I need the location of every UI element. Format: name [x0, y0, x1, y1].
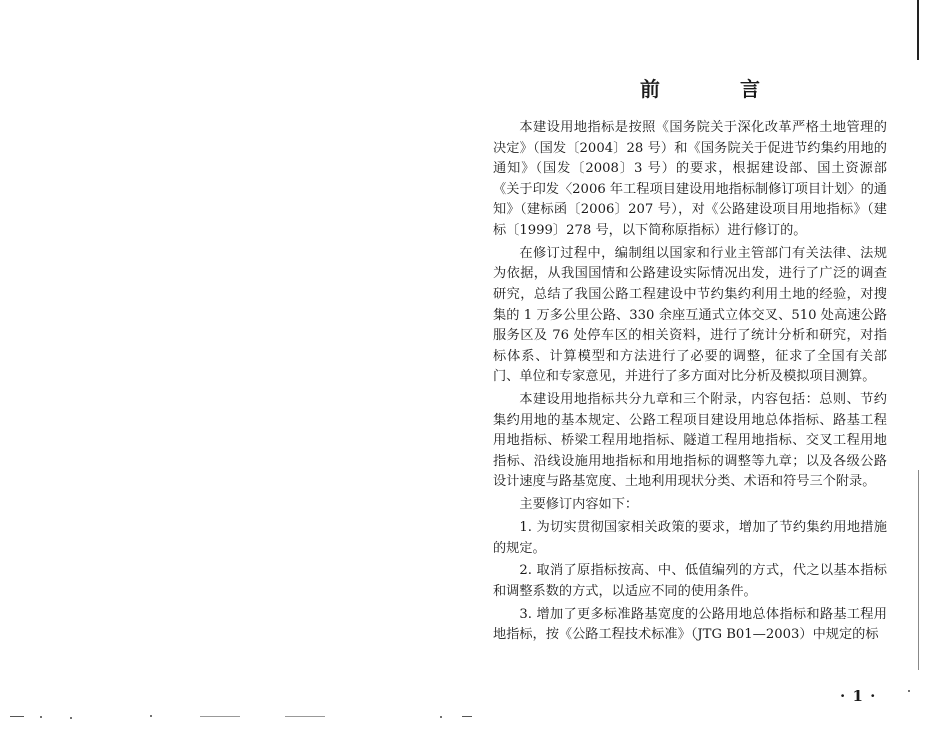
- page-title: [640, 73, 760, 102]
- title-char-2: 言: [740, 77, 760, 101]
- scan-artifact: [40, 716, 42, 718]
- scan-artifact: [285, 716, 325, 717]
- scan-artifact: [440, 716, 442, 718]
- paragraph-2: 在修订过程中，编制组以国家和行业主管部门有关法律、法规为依据，从我国国情和公路建设实际情况出发，进行了广泛的调查研究，总结了我国公路工程建设中节约集约利用土地的经验，对搜集的 1 万多公里公路、330 余座互通式立体交叉、510 处高速公路服务区及 76 处停车区的相关资料，进行了统计分析和研究，对指标体系、计算模型和方法进行了必要的调整，征求了全国有关部门、单位和专家意见，并进行了多方面对比分析及模拟项目测算。: [493, 245, 887, 385]
- paragraph-4: 主要修订内容如下：: [519, 497, 639, 513]
- title-char-1: 前: [640, 77, 660, 101]
- scan-artifact: [200, 716, 240, 717]
- paragraph-6: 2. 取消了原指标按高、中、低值编列的方式，代之以基本指标和调整系数的方式，以适应不同的使用条件。: [493, 563, 887, 599]
- scan-edge-line: [917, 0, 919, 60]
- paragraph-7: 3. 增加了更多标准路基宽度的公路用地总体指标和路基工程用地指标，按《公路工程技术标准》（JTG B01—2003）中规定的标: [493, 606, 887, 643]
- paragraph-5: 1. 为切实贯彻国家相关政策的要求，增加了节约集约用地措施的规定。: [493, 520, 887, 556]
- body-text: [493, 118, 887, 648]
- scan-artifact: [70, 717, 72, 719]
- scan-edge-line-lower: [918, 470, 919, 670]
- scan-artifact: [462, 716, 472, 717]
- paragraph-1: 本建设用地指标是按照《国务院关于深化改革严格土地管理的决定》（国发〔2004〕28 号）和《国务院关于促进节约集约用地的通知》（国发〔2008〕3 号）的要求，根据建设部、国土资源部《关于印发〈2006 年工程项目建设用地指标制修订项目计划〉的通知》（建标函〔2006〕207 号），对《公路建设项目用地指标》（建标〔1999〕278 号，以下简称原指标）进行修订的。: [493, 120, 887, 238]
- page-number: · 1 ·: [840, 687, 877, 705]
- scan-artifact: [150, 715, 152, 717]
- scan-artifact: [10, 716, 24, 717]
- scan-artifact: [908, 690, 910, 692]
- paragraph-3: 本建设用地指标共分九章和三个附录，内容包括：总则、节约集约用地的基本规定、公路工程项目建设用地总体指标、路基工程用地指标、桥梁工程用地指标、隧道工程用地指标、交叉工程用地指标、沿线设施用地指标和用地指标的调整等九章；以及各级公路设计速度与路基宽度、土地利用现状分类、术语和符号三个附录。: [493, 392, 887, 490]
